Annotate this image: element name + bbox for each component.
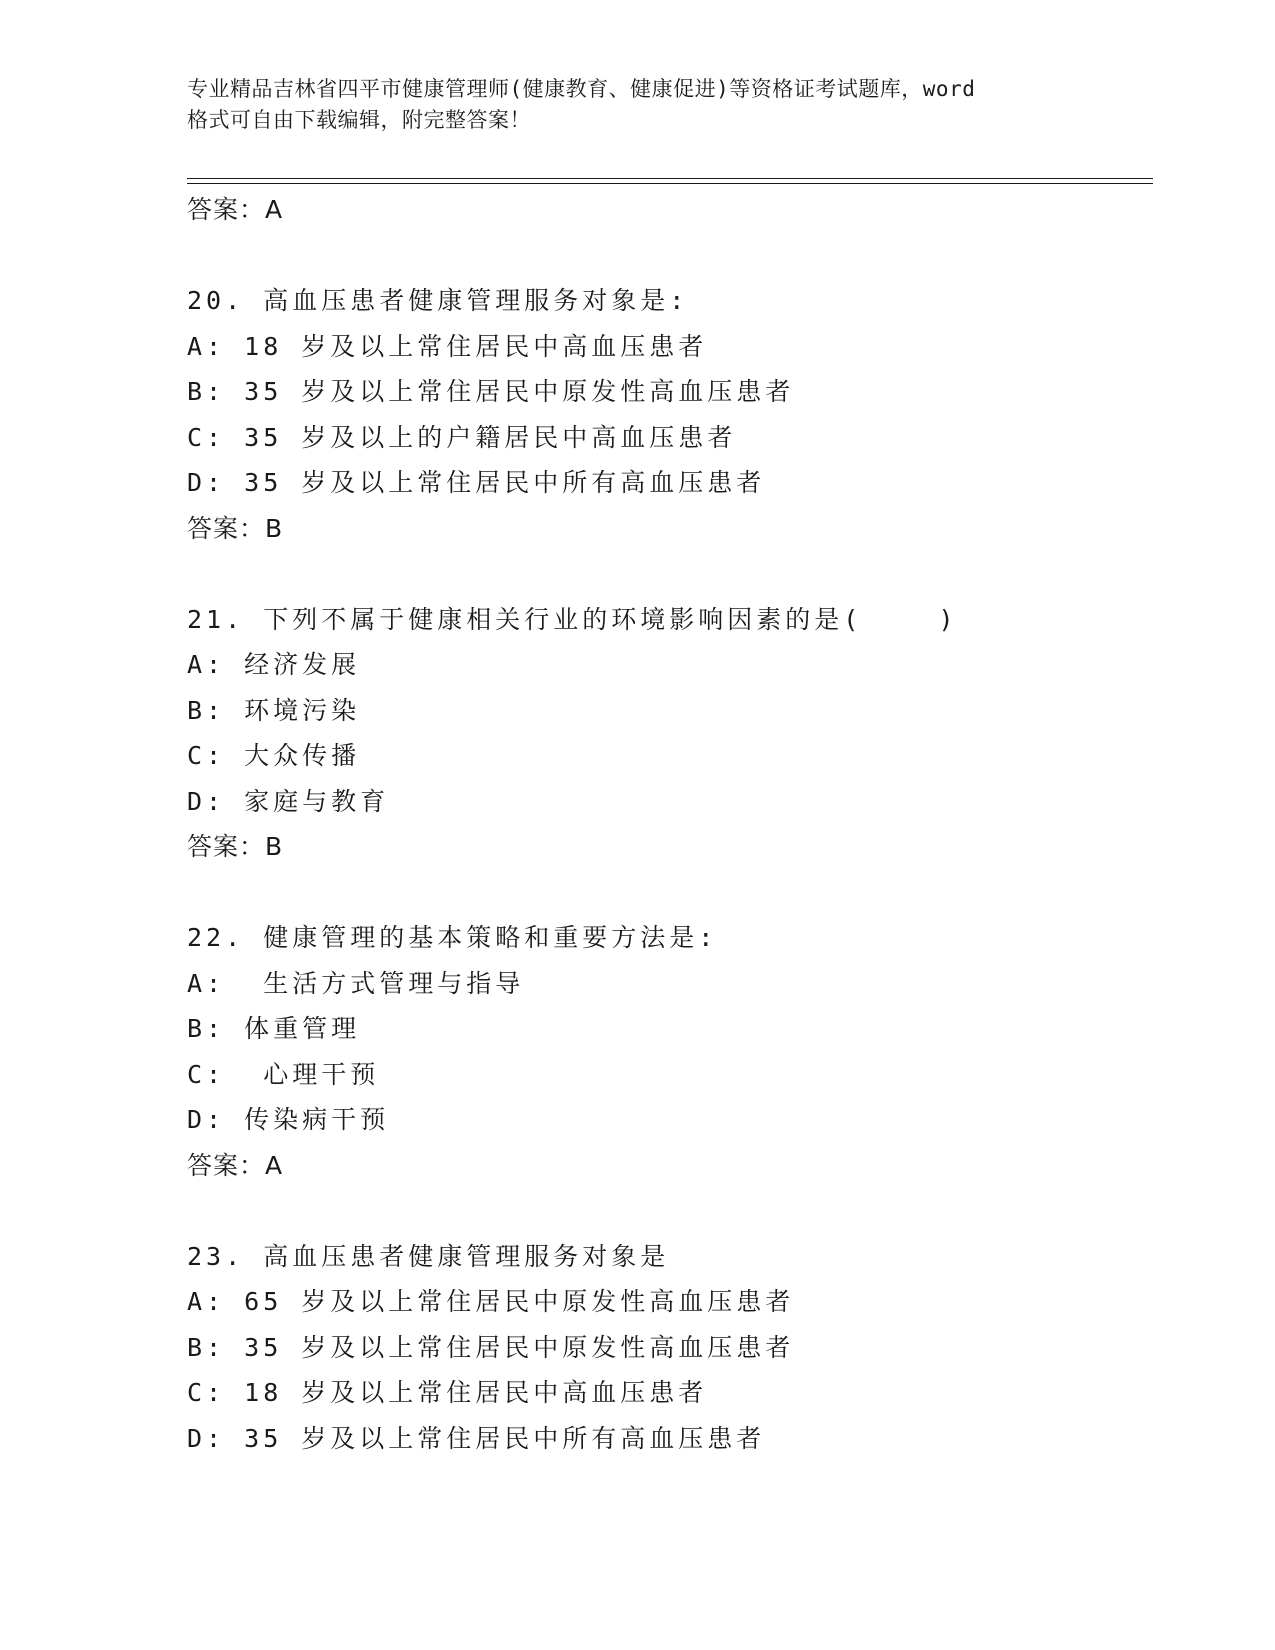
question-list (187, 187, 1147, 1461)
option-a: A: 65 岁及以上常住居民中原发性高血压患者 (187, 1287, 795, 1316)
answer-label: 答案： (187, 1150, 266, 1180)
answer-value: A (265, 195, 284, 224)
answer-line (187, 187, 1147, 233)
answer-value: B (265, 832, 284, 861)
answer-label: 答案： (187, 195, 266, 224)
option-b: B: 环境污染 (187, 695, 361, 725)
question-block-21 (187, 597, 1147, 871)
question-block-22 (187, 915, 1147, 1189)
header-line-1: 专业精品吉林省四平市健康管理师(健康教育、健康促进)等资格证考试题库，word (187, 77, 976, 101)
option-b: B: 体重管理 (187, 1014, 361, 1043)
answer-line (187, 824, 1147, 870)
question-block-23 (187, 1234, 1147, 1462)
question-stem: 23. 高血压患者健康管理服务对象是 (187, 1241, 670, 1271)
header-divider-bottom (187, 183, 1153, 184)
option-a: A: 经济发展 (187, 650, 361, 679)
option-d: D: 35 岁及以上常住居民中所有高血压患者 (187, 1423, 766, 1453)
question-stem: 20. 高血压患者健康管理服务对象是: (187, 286, 689, 315)
question-block-20 (187, 278, 1147, 552)
header-divider-top (187, 178, 1153, 179)
answer-value: A (265, 1150, 284, 1180)
header-line-2: 格式可自由下载编辑，附完整答案！ (187, 108, 531, 132)
option-d: D: 传染病干预 (187, 1105, 390, 1134)
answer-label: 答案： (187, 832, 266, 861)
answer-line (187, 506, 1147, 552)
option-c: C: 18 岁及以上常住居民中高血压患者 (187, 1378, 708, 1407)
question-stem: 22. 健康管理的基本策略和重要方法是: (187, 923, 718, 952)
answer-label: 答案： (187, 513, 266, 543)
answer-line (187, 1143, 1147, 1189)
option-c: C: 大众传播 (187, 741, 361, 770)
option-a: A: 生活方式管理与指导 (187, 968, 525, 998)
option-b: B: 35 岁及以上常住居民中原发性高血压患者 (187, 1332, 795, 1362)
answer-value: B (265, 513, 284, 543)
option-a: A: 18 岁及以上常住居民中高血压患者 (187, 331, 708, 361)
option-b: B: 35 岁及以上常住居民中原发性高血压患者 (187, 377, 795, 406)
option-c: C: 心理干预 (187, 1059, 380, 1089)
document-header (187, 74, 1087, 136)
question-stem: 21. 下列不属于健康相关行业的环境影响因素的是( ) (187, 604, 958, 634)
option-c: C: 35 岁及以上的户籍居民中高血压患者 (187, 422, 737, 452)
option-d: D: 35 岁及以上常住居民中所有高血压患者 (187, 468, 766, 497)
option-d: D: 家庭与教育 (187, 786, 390, 816)
